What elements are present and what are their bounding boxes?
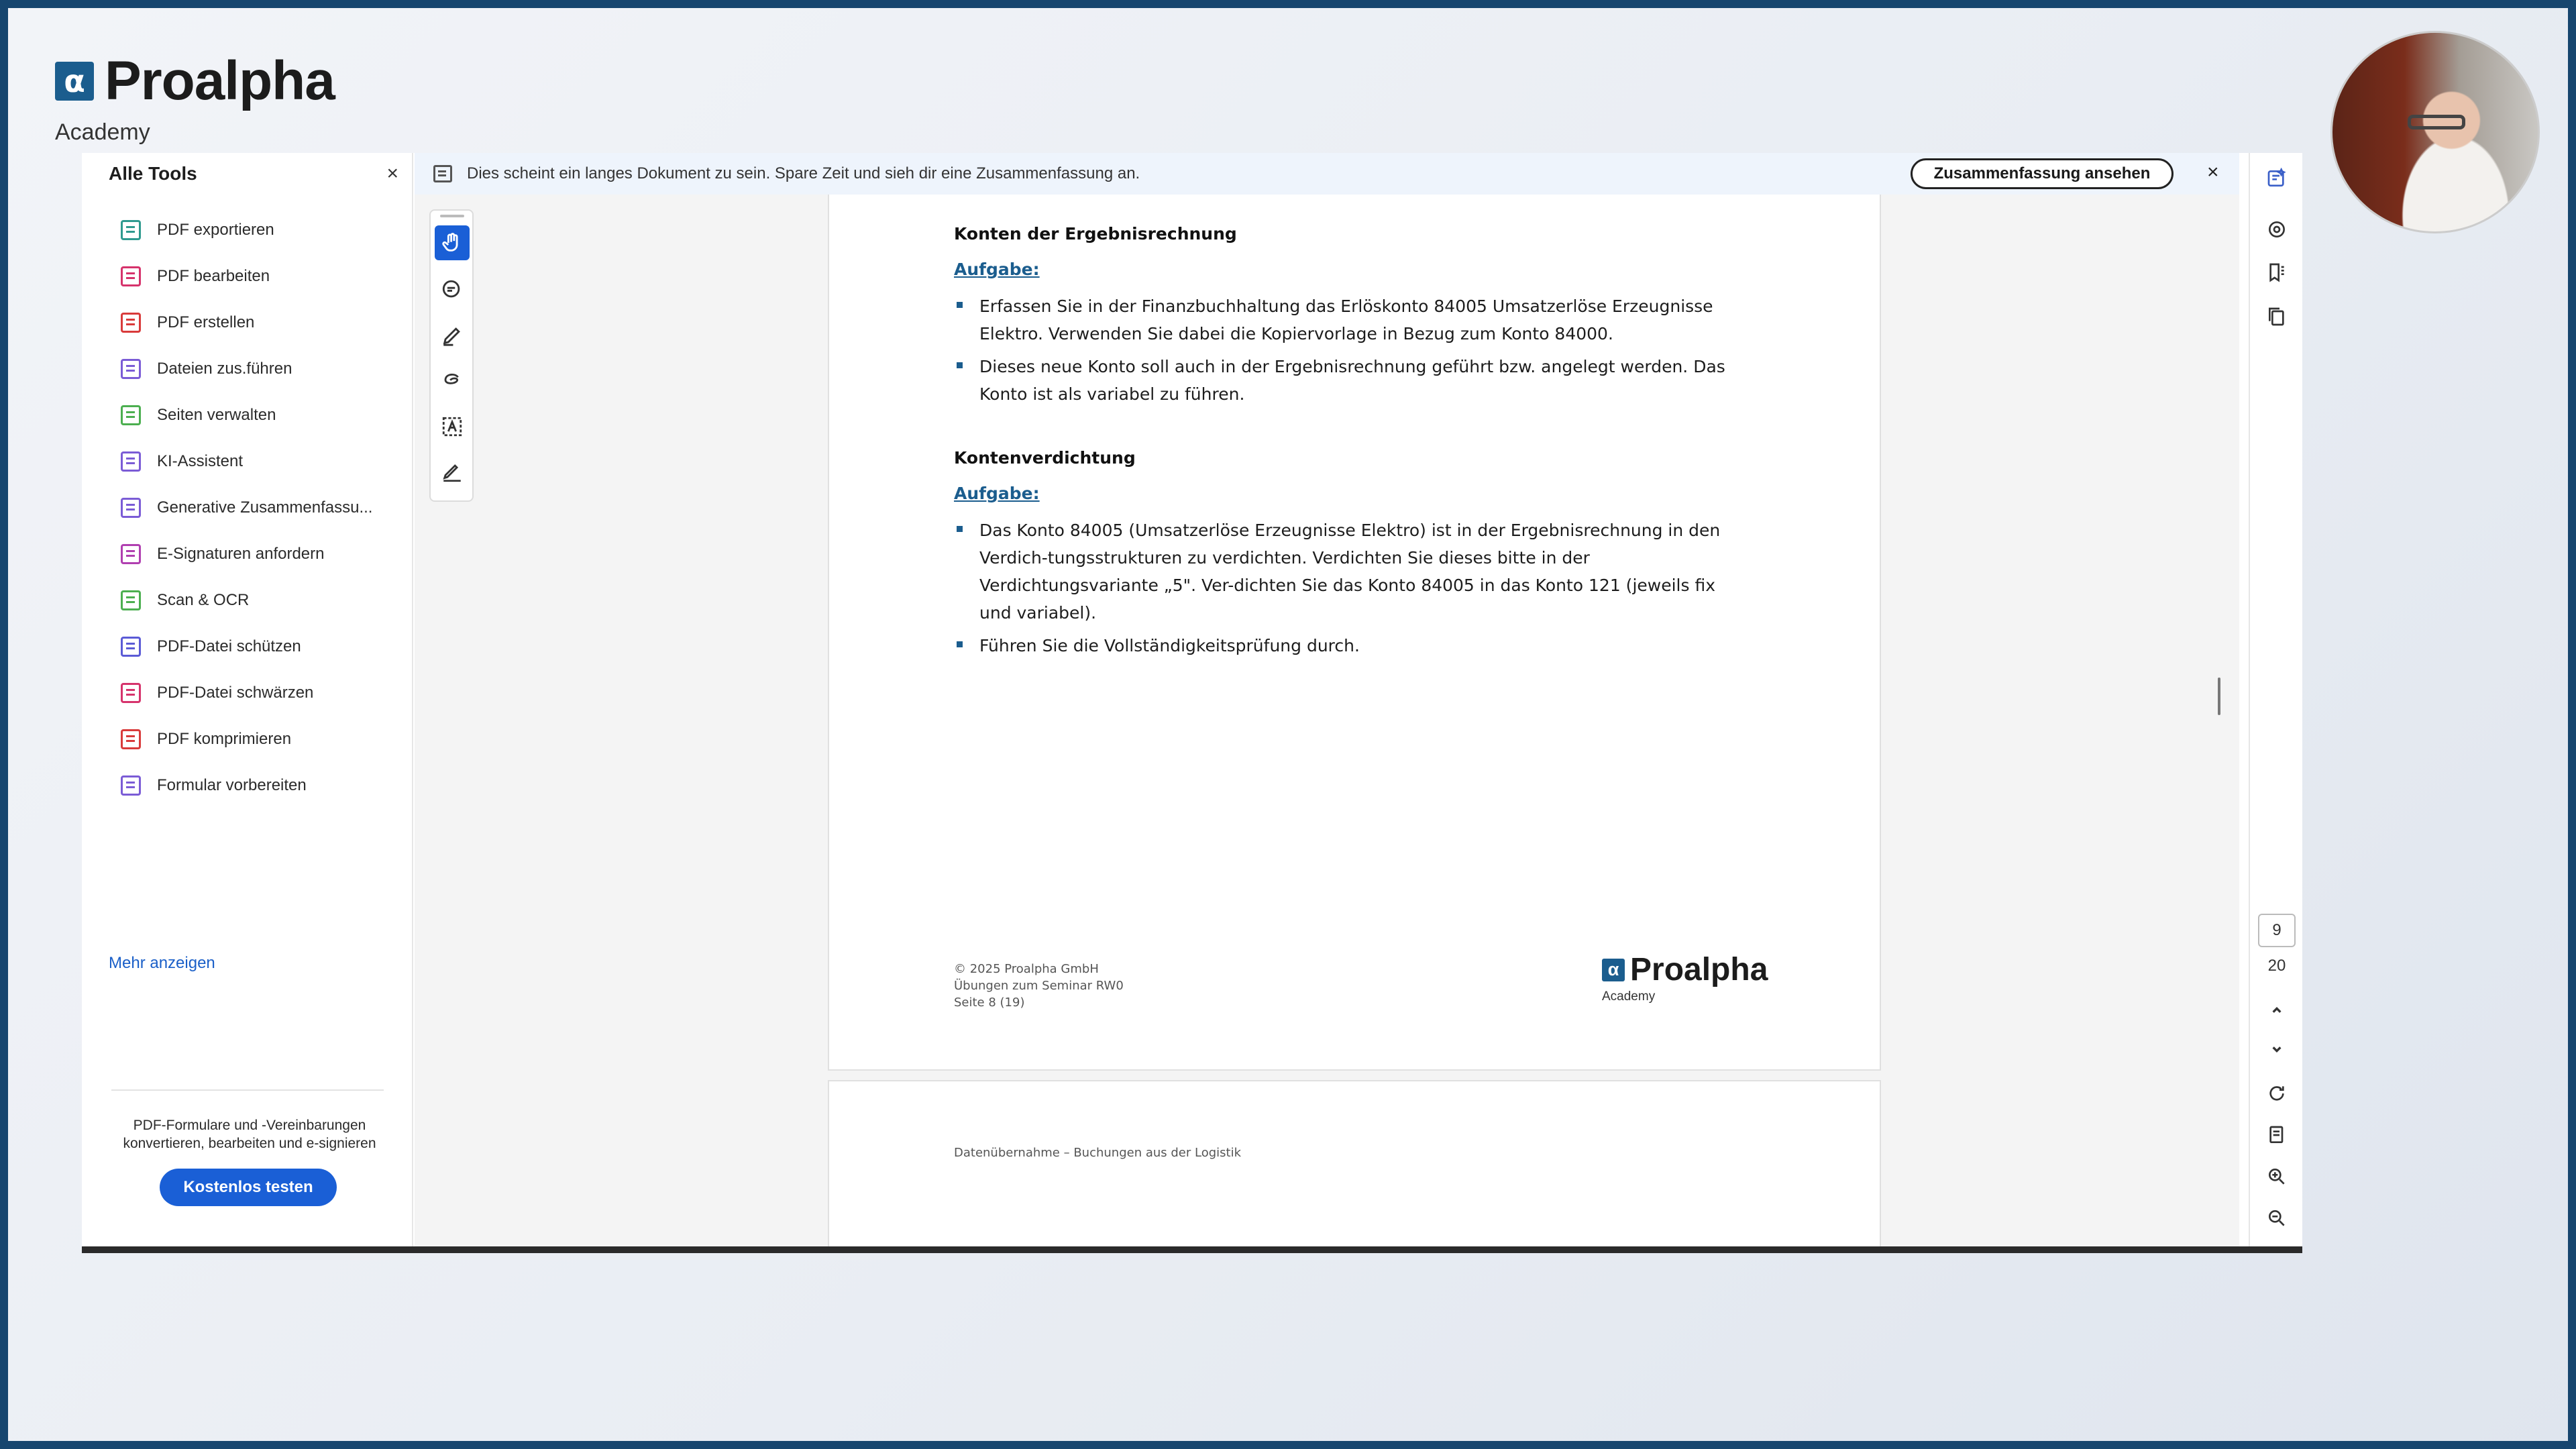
brand-subtitle: Academy [1602, 989, 1656, 1004]
tool-label: PDF bearbeiten [157, 266, 270, 285]
bookmark-icon[interactable] [2262, 258, 2292, 287]
webcam-person [2408, 115, 2465, 129]
pdf-page [828, 195, 1881, 1071]
tool-label: Formular vorbereiten [157, 775, 307, 794]
tool-label: PDF-Datei schützen [157, 637, 301, 655]
export-pdf-icon [121, 220, 141, 240]
ai-assistant-icon [121, 451, 141, 472]
tool-item[interactable] [121, 669, 402, 716]
tool-item[interactable] [121, 577, 402, 623]
task-label: Aufgabe: [954, 484, 1040, 503]
text-select-icon[interactable] [435, 409, 470, 444]
generative-summary-icon[interactable] [2262, 164, 2292, 193]
tool-item[interactable] [121, 531, 402, 577]
tool-label: KI-Assistent [157, 451, 244, 470]
page-number-input[interactable] [2258, 914, 2296, 947]
window-bottom-edge [82, 1246, 2302, 1253]
zoom-in-icon[interactable] [2262, 1162, 2292, 1191]
tool-list [121, 207, 402, 808]
edit-pdf-icon [121, 266, 141, 286]
redact-pdf-icon [121, 683, 141, 703]
show-more-link[interactable]: Mehr anzeigen [109, 954, 215, 972]
tool-item[interactable] [121, 392, 402, 438]
scan-ocr-icon [121, 590, 141, 610]
brand-name: Proalpha [1630, 952, 1768, 987]
chevron-up-icon[interactable] [2262, 996, 2292, 1025]
footer-copyright: © 2025 Proalpha GmbH [954, 962, 1099, 976]
free-trial-button[interactable]: Kostenlos testen [160, 1169, 337, 1206]
tool-label: Scan & OCR [157, 590, 250, 609]
combine-files-icon [121, 359, 141, 379]
tools-header [109, 158, 404, 189]
comment-icon[interactable] [435, 272, 470, 307]
request-signatures-icon [121, 544, 141, 564]
task-list [954, 517, 1746, 659]
tool-item[interactable] [121, 299, 402, 345]
tool-item[interactable] [121, 716, 402, 762]
all-tools-panel [82, 153, 413, 1246]
annotation-toolbar [429, 209, 474, 502]
brand-mark-icon: α [55, 62, 94, 101]
promo-text: PDF-Formulare und -Vereinbarungen konvertieren, bearbeiten und e-signieren [123, 1118, 376, 1151]
pdf-page [828, 1080, 1881, 1246]
tool-item[interactable] [121, 762, 402, 808]
comment-icon[interactable] [2262, 215, 2292, 244]
close-icon[interactable]: × [2207, 161, 2219, 183]
page-content [954, 224, 1746, 700]
footer-page-number: Seite 8 (19) [954, 996, 1025, 1010]
compress-pdf-icon [121, 729, 141, 749]
tool-label: Generative Zusammenfassu... [157, 498, 373, 517]
protect-pdf-icon [121, 637, 141, 657]
task-list [954, 292, 1746, 408]
footer-seminar: Übungen zum Seminar RW0 [954, 979, 1124, 993]
sign-icon[interactable] [435, 455, 470, 490]
rotate-icon[interactable] [2262, 1079, 2292, 1108]
presenter-webcam [2330, 31, 2540, 233]
brand-name: Proalpha [105, 50, 335, 111]
brand-logo [55, 50, 335, 146]
hand-tool-icon[interactable] [435, 225, 470, 260]
chevron-down-icon[interactable] [2262, 1034, 2292, 1064]
organize-pages-icon [121, 405, 141, 425]
tool-item[interactable] [121, 253, 402, 299]
section-heading: Konten der Ergebnisrechnung [954, 224, 1237, 244]
pages-thumbnail-icon[interactable] [2262, 302, 2292, 331]
prepare-form-icon [121, 775, 141, 796]
task-item: Führen Sie die Vollständigkeitsprüfung durch. [954, 632, 1746, 659]
divider [111, 1089, 384, 1091]
toolbar-grip-handle[interactable] [440, 215, 464, 217]
tool-item[interactable] [121, 345, 402, 392]
task-item: Dieses neue Konto soll auch in der Ergebnisrechnung geführt bzw. angelegt werden. Das Konto ist als variabel zu führen. [954, 353, 1746, 408]
brand-subtitle: Academy [55, 119, 150, 145]
document-viewer[interactable] [415, 195, 2239, 1246]
tool-label: PDF-Datei schwärzen [157, 683, 314, 702]
view-summary-button[interactable]: Zusammenfassung ansehen [1911, 158, 2174, 189]
tool-label: PDF erstellen [157, 313, 255, 331]
summary-icon [433, 165, 452, 182]
tool-label: E-Signaturen anfordern [157, 544, 325, 563]
tool-label: Dateien zus.führen [157, 359, 292, 378]
brand-mark-icon: α [1602, 959, 1625, 981]
pdf-viewer-window [82, 153, 2302, 1246]
page-footer [954, 961, 1124, 1011]
task-label: Aufgabe: [954, 260, 1040, 279]
scrollbar-thumb[interactable] [2218, 678, 2220, 715]
tool-item[interactable] [121, 623, 402, 669]
task-item: Das Konto 84005 (Umsatzerlöse Erzeugnisse Elektro) ist in der Ergebnisrechnung in den Verdich-tungsstrukturen zu verdichten. Verdichten Sie dieses bitte in der Verdichtungsvariante „5". Ver-dichten Sie das Konto 84005 in das Konto 121 (jeweils fix und variabel). [954, 517, 1746, 627]
zoom-out-icon[interactable] [2262, 1203, 2292, 1233]
right-tool-rail [2249, 153, 2302, 1246]
create-pdf-icon [121, 313, 141, 333]
tool-label: PDF exportieren [157, 220, 274, 239]
notification-text: Dies scheint ein langes Dokument zu sein. Spare Zeit und sieh dir eine Zusammenfassung an. [467, 164, 1140, 182]
section-heading: Kontenverdichtung [954, 448, 1136, 468]
task-item: Erfassen Sie in der Finanzbuchhaltung das Erlöskonto 84005 Umsatzerlöse Erzeugnisse Elektro. Verwenden Sie dabei die Kopiervorlage in Bezug zum Konto 84000. [954, 292, 1746, 347]
page-total: 20 [2267, 957, 2286, 975]
tool-label: Seiten verwalten [157, 405, 276, 424]
tool-item[interactable] [121, 207, 402, 253]
freehand-draw-icon[interactable] [435, 364, 470, 398]
page-brand-logo [1602, 951, 1768, 1004]
page-header-text: Datenübernahme – Buchungen aus der Logistik [954, 1146, 1242, 1160]
tool-item[interactable] [121, 484, 402, 531]
highlight-pen-icon[interactable] [435, 318, 470, 353]
summary-notification-bar [415, 153, 2239, 195]
page-view-icon[interactable] [2262, 1120, 2292, 1150]
tools-title: Alle Tools [109, 163, 197, 184]
generative-summary-icon [121, 498, 141, 518]
close-icon[interactable]: × [386, 162, 398, 184]
tool-label: PDF komprimieren [157, 729, 292, 748]
tool-item[interactable] [121, 438, 402, 484]
